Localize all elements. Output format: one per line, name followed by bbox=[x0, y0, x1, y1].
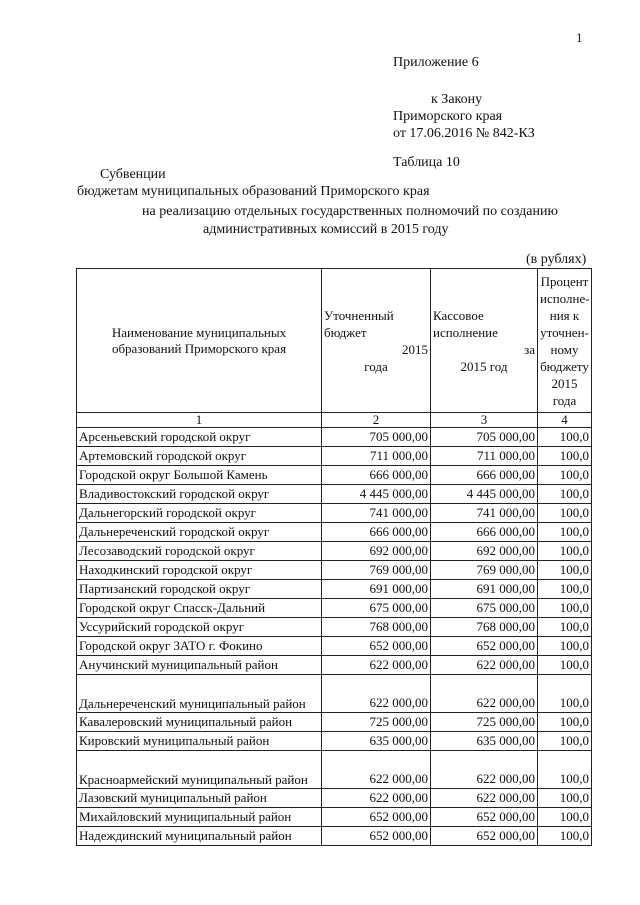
row-percent: 100,0 bbox=[538, 485, 592, 504]
row-percent: 100,0 bbox=[538, 675, 592, 713]
header-exec-line-2: за bbox=[524, 341, 535, 357]
subsidy-table bbox=[76, 268, 592, 846]
row-execution: 691 000,00 bbox=[431, 580, 538, 599]
header-budget bbox=[322, 269, 431, 413]
table-row bbox=[77, 428, 592, 447]
row-execution: 666 000,00 bbox=[431, 466, 538, 485]
header-pct-line-5: ному bbox=[550, 341, 579, 357]
table-row bbox=[77, 732, 592, 751]
row-name: Кавалеровский муниципальный район bbox=[77, 713, 322, 732]
appendix-line-1: Приложение 6 bbox=[393, 55, 479, 70]
row-budget: 769 000,00 bbox=[322, 561, 431, 580]
header-pct-line-4: уточнен- bbox=[540, 324, 589, 340]
row-budget: 652 000,00 bbox=[322, 637, 431, 656]
row-percent: 100,0 bbox=[538, 561, 592, 580]
row-budget: 666 000,00 bbox=[322, 466, 431, 485]
row-name: Городской округ ЗАТО г. Фокино bbox=[77, 637, 322, 656]
table-row bbox=[77, 542, 592, 561]
row-name: Лазовский муниципальный район bbox=[77, 789, 322, 808]
row-percent: 100,0 bbox=[538, 637, 592, 656]
table-number: Таблица 10 bbox=[393, 155, 460, 170]
table-row bbox=[77, 789, 592, 808]
row-name: Находкинский городской округ bbox=[77, 561, 322, 580]
row-execution: 705 000,00 bbox=[431, 428, 538, 447]
table-body bbox=[77, 428, 592, 846]
row-name: Дальнегорский городской округ bbox=[77, 504, 322, 523]
column-number: 3 bbox=[431, 413, 538, 428]
row-execution: 652 000,00 bbox=[431, 808, 538, 827]
header-execution bbox=[431, 269, 538, 413]
row-name: Красноармейский муниципальный район bbox=[77, 751, 322, 789]
row-percent: 100,0 bbox=[538, 504, 592, 523]
row-budget: 652 000,00 bbox=[322, 827, 431, 846]
table-row bbox=[77, 656, 592, 675]
row-budget: 652 000,00 bbox=[322, 808, 431, 827]
row-execution: 666 000,00 bbox=[431, 523, 538, 542]
row-percent: 100,0 bbox=[538, 599, 592, 618]
row-budget: 666 000,00 bbox=[322, 523, 431, 542]
row-percent: 100,0 bbox=[538, 751, 592, 789]
table-row bbox=[77, 751, 592, 789]
table-row bbox=[77, 618, 592, 637]
table-header-row bbox=[77, 269, 592, 413]
table-row bbox=[77, 827, 592, 846]
row-budget: 622 000,00 bbox=[322, 789, 431, 808]
header-pct-line-6: бюджету bbox=[540, 358, 589, 374]
title-line-4: административных комиссий в 2015 году bbox=[203, 222, 449, 237]
row-name: Владивостокский городской округ bbox=[77, 485, 322, 504]
table-row bbox=[77, 713, 592, 732]
table-row bbox=[77, 466, 592, 485]
row-budget: 711 000,00 bbox=[322, 447, 431, 466]
row-execution: 652 000,00 bbox=[431, 637, 538, 656]
row-name: Дальнереченский городской округ bbox=[77, 523, 322, 542]
row-budget: 768 000,00 bbox=[322, 618, 431, 637]
table-row bbox=[77, 561, 592, 580]
appendix-line-2: к Закону bbox=[431, 92, 483, 107]
row-execution: 711 000,00 bbox=[431, 447, 538, 466]
row-name: Дальнереченский муниципальный район bbox=[77, 675, 322, 713]
column-number-row bbox=[77, 413, 592, 428]
row-budget: 705 000,00 bbox=[322, 428, 431, 447]
row-name: Кировский муниципальный район bbox=[77, 732, 322, 751]
units-label: (в рублях) bbox=[526, 252, 587, 267]
row-budget: 635 000,00 bbox=[322, 732, 431, 751]
row-percent: 100,0 bbox=[538, 466, 592, 485]
row-execution: 635 000,00 bbox=[431, 732, 538, 751]
row-percent: 100,0 bbox=[538, 428, 592, 447]
title-line-3: на реализацию отдельных государственных полномочий по созданию bbox=[142, 204, 558, 219]
header-pct-line-2: исполне- bbox=[540, 290, 590, 306]
row-percent: 100,0 bbox=[538, 523, 592, 542]
row-percent: 100,0 bbox=[538, 732, 592, 751]
row-name: Анучинский муниципальный район bbox=[77, 656, 322, 675]
row-execution: 725 000,00 bbox=[431, 713, 538, 732]
header-pct-line-7: 2015 года bbox=[551, 375, 578, 408]
row-budget: 691 000,00 bbox=[322, 580, 431, 599]
row-budget: 4 445 000,00 bbox=[322, 485, 431, 504]
appendix-line-4: от 17.06.2016 № 842-КЗ bbox=[393, 126, 535, 141]
header-pct-line-1: Процент bbox=[540, 273, 589, 289]
row-execution: 692 000,00 bbox=[431, 542, 538, 561]
header-name: Наименование муниципальных образований Приморского края bbox=[77, 269, 322, 413]
row-execution: 652 000,00 bbox=[431, 827, 538, 846]
row-budget: 622 000,00 bbox=[322, 675, 431, 713]
row-execution: 769 000,00 bbox=[431, 561, 538, 580]
table-row bbox=[77, 523, 592, 542]
row-percent: 100,0 bbox=[538, 542, 592, 561]
row-name: Арсеньевский городской округ bbox=[77, 428, 322, 447]
header-pct-line-3: ния к bbox=[549, 307, 580, 323]
table-row bbox=[77, 580, 592, 599]
table-row bbox=[77, 675, 592, 713]
row-budget: 725 000,00 bbox=[322, 713, 431, 732]
title-line-1: Субвенции bbox=[100, 167, 166, 182]
column-number: 4 bbox=[538, 413, 592, 428]
row-budget: 741 000,00 bbox=[322, 504, 431, 523]
appendix-line-3: Приморского края bbox=[393, 109, 503, 124]
row-percent: 100,0 bbox=[538, 808, 592, 827]
row-percent: 100,0 bbox=[538, 447, 592, 466]
column-number: 1 bbox=[77, 413, 322, 428]
row-budget: 622 000,00 bbox=[322, 656, 431, 675]
header-exec-line-1: Кассовое исполнение bbox=[433, 307, 498, 340]
row-name: Лесозаводский городской округ bbox=[77, 542, 322, 561]
row-name: Городской округ Спасск-Дальний bbox=[77, 599, 322, 618]
row-execution: 741 000,00 bbox=[431, 504, 538, 523]
header-percent bbox=[538, 269, 592, 413]
row-name: Артемовский городской округ bbox=[77, 447, 322, 466]
header-exec-line-3: 2015 год bbox=[460, 358, 508, 374]
row-execution: 622 000,00 bbox=[431, 675, 538, 713]
header-budget-line-3: года bbox=[364, 358, 388, 374]
row-percent: 100,0 bbox=[538, 713, 592, 732]
header-budget-line-2: 2015 bbox=[402, 341, 428, 357]
table-row bbox=[77, 808, 592, 827]
row-percent: 100,0 bbox=[538, 827, 592, 846]
row-execution: 622 000,00 bbox=[431, 751, 538, 789]
table-row bbox=[77, 504, 592, 523]
row-execution: 622 000,00 bbox=[431, 789, 538, 808]
table-row bbox=[77, 447, 592, 466]
table-row bbox=[77, 485, 592, 504]
row-name: Партизанский городской округ bbox=[77, 580, 322, 599]
row-name: Уссурийский городской округ bbox=[77, 618, 322, 637]
row-percent: 100,0 bbox=[538, 789, 592, 808]
row-name: Михайловский муниципальный район bbox=[77, 808, 322, 827]
row-name: Городской округ Большой Камень bbox=[77, 466, 322, 485]
row-execution: 768 000,00 bbox=[431, 618, 538, 637]
row-budget: 622 000,00 bbox=[322, 751, 431, 789]
row-execution: 675 000,00 bbox=[431, 599, 538, 618]
row-percent: 100,0 bbox=[538, 656, 592, 675]
row-budget: 675 000,00 bbox=[322, 599, 431, 618]
row-percent: 100,0 bbox=[538, 618, 592, 637]
header-budget-line-1: Уточненный бюджет bbox=[324, 307, 394, 340]
title-line-2: бюджетам муниципальных образований Приморского края bbox=[77, 184, 430, 199]
page-number: 1 bbox=[576, 30, 583, 45]
column-number: 2 bbox=[322, 413, 431, 428]
row-execution: 4 445 000,00 bbox=[431, 485, 538, 504]
row-budget: 692 000,00 bbox=[322, 542, 431, 561]
table-row bbox=[77, 637, 592, 656]
row-name: Надеждинский муниципальный район bbox=[77, 827, 322, 846]
row-execution: 622 000,00 bbox=[431, 656, 538, 675]
table-row bbox=[77, 599, 592, 618]
row-percent: 100,0 bbox=[538, 580, 592, 599]
